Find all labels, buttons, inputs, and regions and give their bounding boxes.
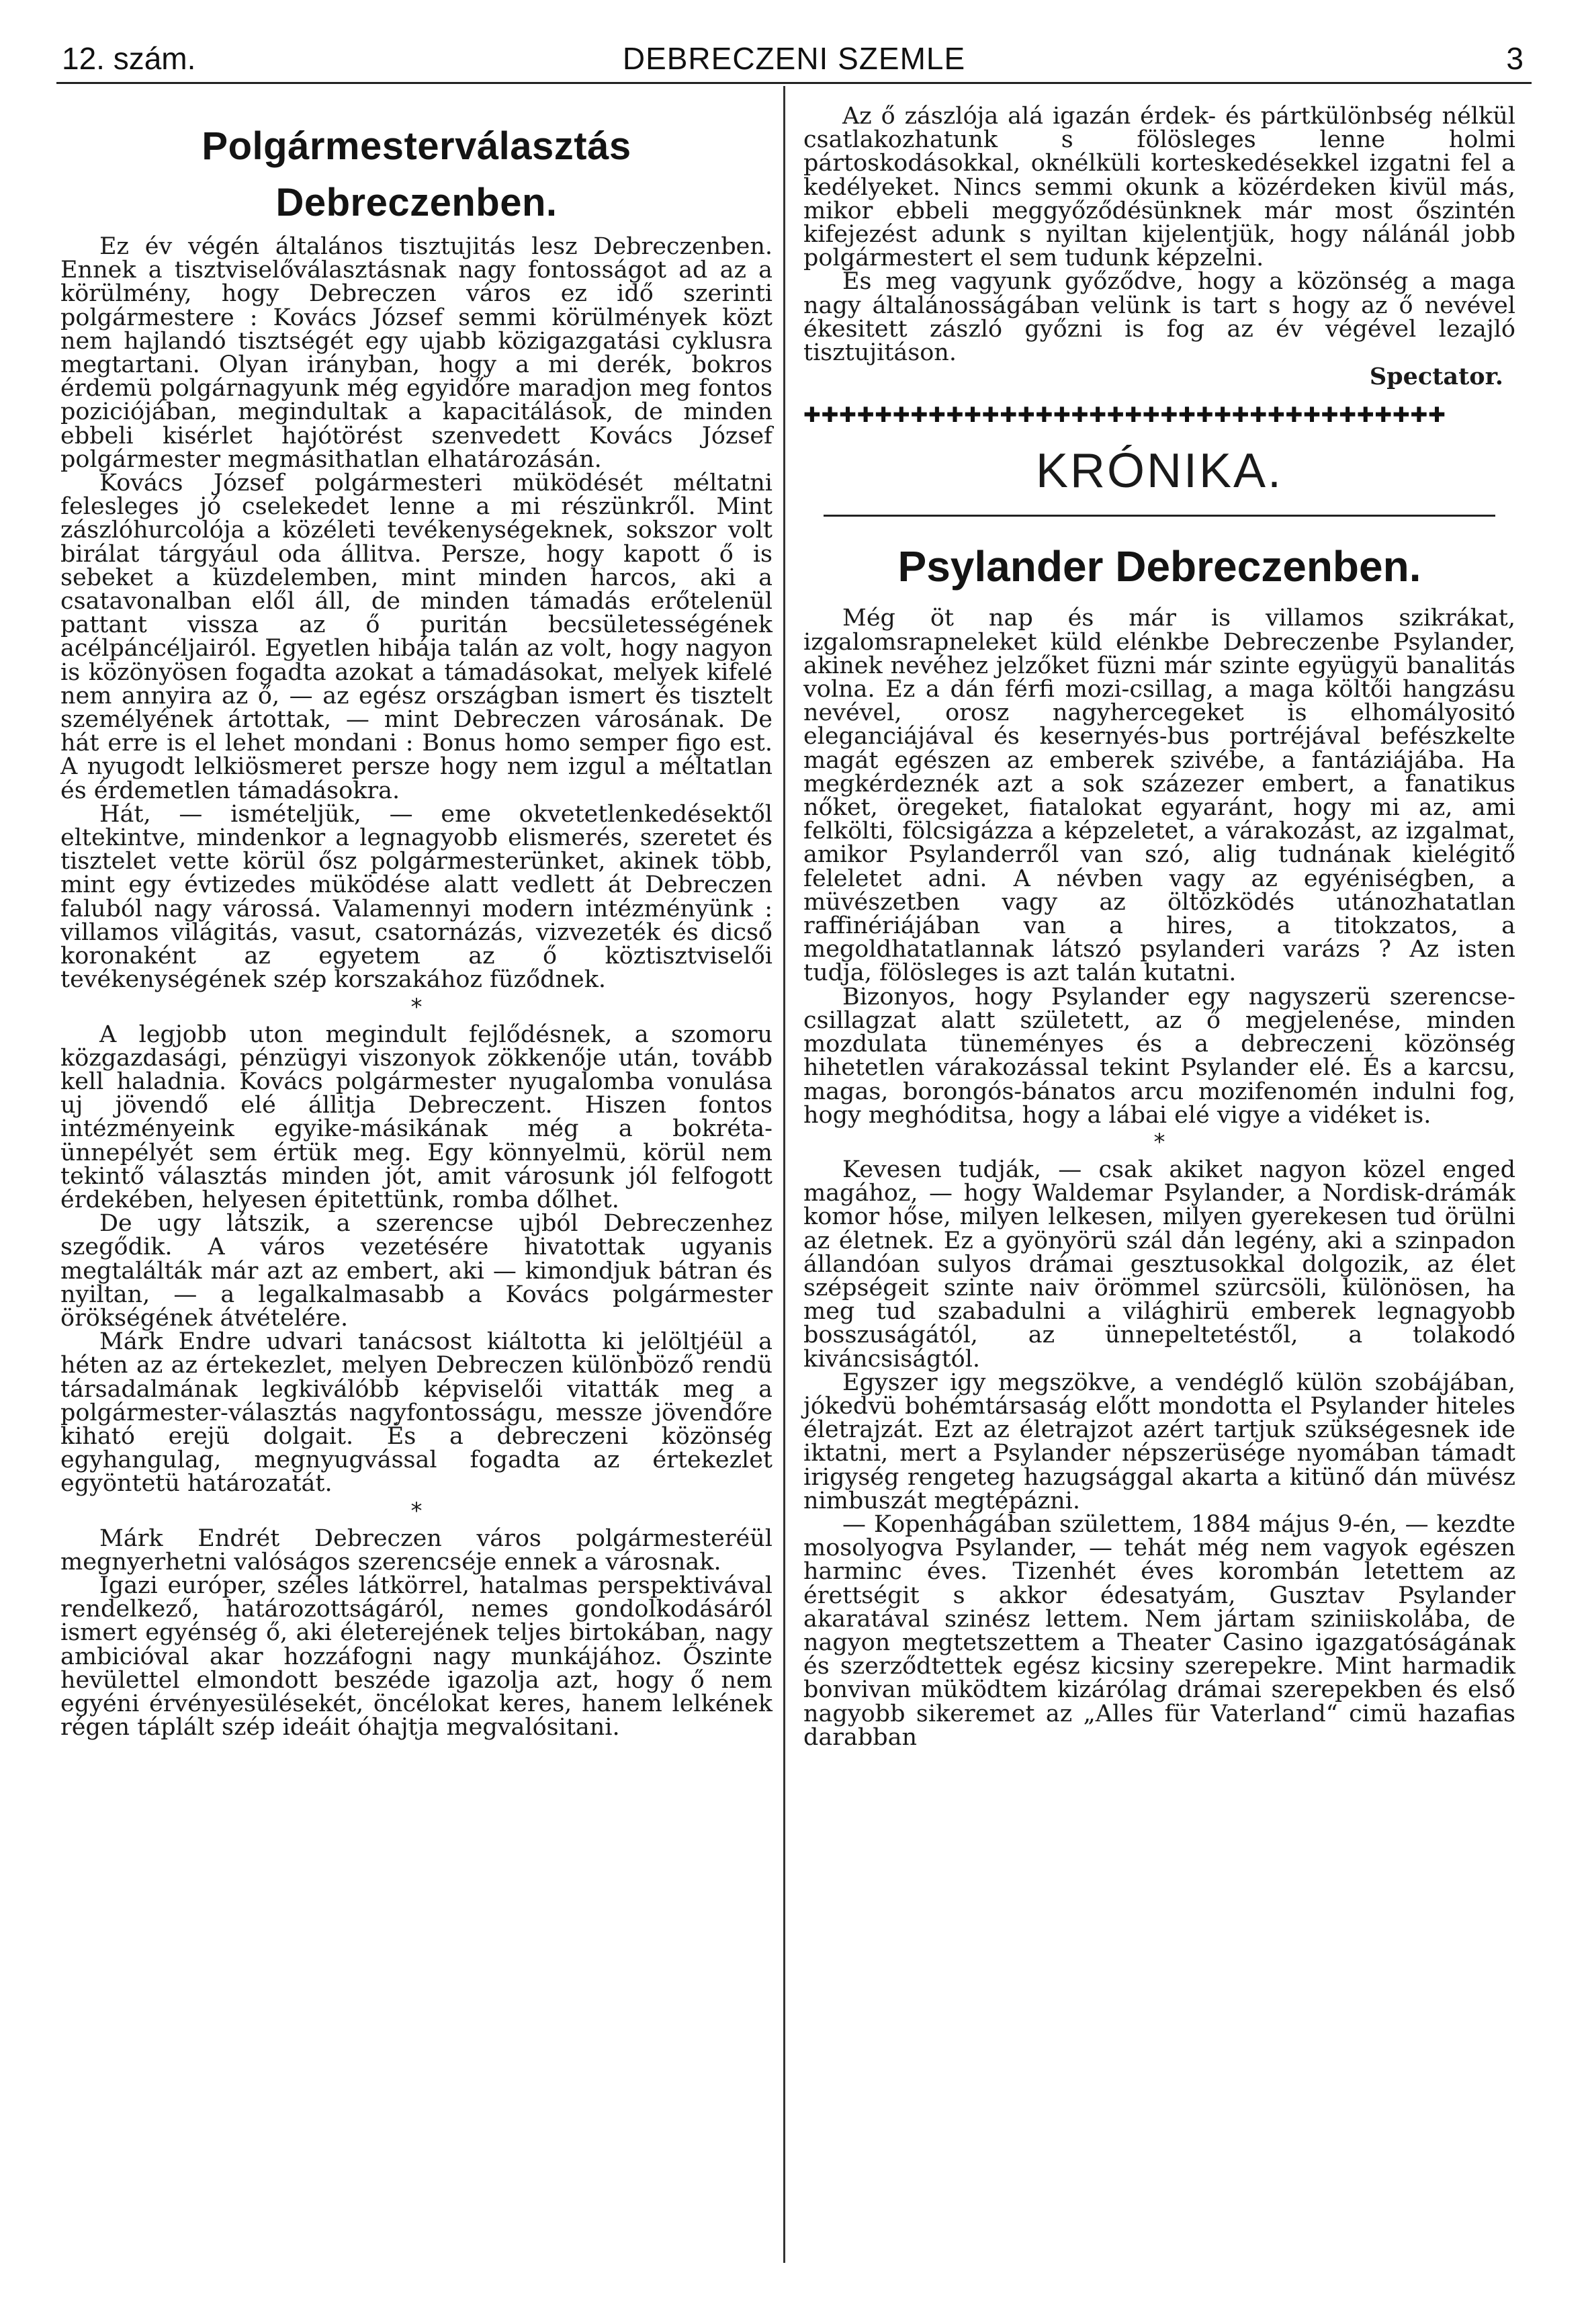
- right-column: [803, 93, 1515, 1750]
- left-paragraph: A legjobb uton megindult fejlődésnek, a szomoru közgazdasági, pénzügyi viszonyok zökkenője után, tovább kell haladnia. Kovács polgármester nyugalomba vonulása uj jövendő elé állitja Debreczent. Hiszen fontos intézményeink egyike-másikának még a bokréta-ünnepélyét sem értük meg. Egy könnyelmü, körül nem tekintő választás minden jót, amit városunk jól felfogott érdekében, helyesen épitettünk, romba dőlhet.: [60, 1021, 773, 1213]
- left-column: [60, 93, 773, 1739]
- section-separator-star: *: [410, 993, 423, 1021]
- left-paragraph: Kovács József polgármesteri müködését méltatni felesleges jó cselekedet lenne a mi részünkről. Mint zászlóhurcolója a közéleti tevékenységeknek, sokszor volt birálat tárgyául oda állitva. Persze, hogy kapott ő is sebeket a küzdelemben, mint minden harcos, aki a csatavonalban elől áll, de minden támadás erőtelenül pattant vissza az ő puritán becsületességének acélpáncéljairól. Egyetlen hibája talán az volt, hogy nagyon is közönyösen fogadta azokat a támadásokat, melyek kifelé nem annyira az ő, — az egész országban ismert és tisztelt személyének ártottak, — mint Debreczen városának. De hát erre is el lehet mondani : Bonus homo semper figo est. A nyugodt lelkiösmeret persze hogy nem izgul a méltatlan és érdemetlen támadásokra.: [60, 470, 773, 804]
- right-paragraph: És meg vagyunk győződve, hogy a közönség a maga nagy általánosságában velünk is tart s hogy az ő nevével ékesitett zászló győzni is fog az év végével lezajló tisztujitáson.: [803, 268, 1515, 367]
- right-paragraph: Egyszer igy megszökve, a vendéglő külön szobájában, jókedvü bohémtársaság előtt mondotta el Psylander hiteles életrajzát. Ezt az életrajzot azért tartjuk szükségesnek ide iktatni, mert a Psylander népszerüsége nyomában támadt irigység rengeteg hazugsággal akarta a kitünő dán müvész nimbuszát megtépázni.: [803, 1369, 1515, 1514]
- author-signature: Spectator.: [1369, 363, 1503, 391]
- article-title-psylander: Psylander Debreczenben.: [897, 542, 1421, 591]
- left-paragraph: Igazi európer, széles látkörrel, hatalmas perspektivával rendelkező, határozottságáról, nemes gondolkodásáról ismert egyénség ő, aki életerejének teljes birtokában, nagy ambicióval akar hozzáfogni nagy munkájához. Őszinte hevülettel elmondott beszéde igazolja azt, hogy ő nem egyéni érvényesülésekét, öncélokat keres, hanem lelkének régen táplált szép ideáit óhajtja megvalósitani.: [60, 1572, 773, 1741]
- chronicle-header: [803, 402, 1515, 517]
- left-paragraph: De ugy látszik, a szerencse ujból Debreczenhez szegődik. A város vezetésére hivatottak ugyanis megtalálták már azt az embert, aki — kimondjuk bátran és nyiltan, — a legalkalmasabb a Kovács polgármester örökségének átvételére.: [60, 1210, 773, 1332]
- column-divider: [783, 86, 785, 2263]
- left-paragraph: Hát, — ismételjük, — eme okvetetlenkedésektől eltekintve, mindenkor a legnagyobb elismerés, szeretet és tisztelet vette körül ősz polgármesterünket, akinek több, mint egy évtizedes müködése alatt vedlett át Debreczen faluból nagy várossá. Valamennyi modern intézményünk : villamos világitás, vasut, csatornázás, vizvezeték és dicső koronaként az egyetem az ő köztisztviselői tevékenységének szép korszakához füződnek.: [60, 800, 773, 994]
- journal-title: DEBRECZENI SZEMLE: [622, 41, 966, 76]
- article-title-mayor: Polgármesterválasztás Debreczenben.: [202, 124, 631, 224]
- right-paragraph: Bizonyos, hogy Psylander egy nagyszerü szerencse-csillagzat alatt született, az ő megjelenése, minden mozdulata tüneményes és a debreczeni közönség hihetetlen várakozással tekint Psylander elé. És a karcsu, magas, borongós-bánatos arcu mozifenomén indulni fog, hogy meghóditsa, hogy a lábai elé vigye a vidéket is.: [803, 983, 1515, 1129]
- section-separator-star: *: [410, 1497, 423, 1524]
- section-title-chronicle: KRÓNIKA.: [1035, 444, 1284, 499]
- right-paragraph: Kevesen tudják, — csak akiket nagyon közel enged magához, — hogy Waldemar Psylander, a Nordisk-drámák komor hőse, milyen lelkesen, milyen gyerekesen tud örülni az életnek. Ez a gyönyörü szál dán legény, aki a szinpadon állandóan sulyos drámai gesztusokkal dolgozik, az élet szépségeit szinte naiv örömmel szürcsöli, különösen, ha meg tud szabadulni a világhirü emberek legnagyobb bosszuságától, az ünnepeltetéstől, a tolakodó kiváncsiságtól.: [803, 1156, 1515, 1373]
- right-paragraph: — Kopenhágában születtem, 1884 május 9-én, — kezdte mosolyogva Psylander, — tehát még nem vagyok egészen harminc éves. Tizenhét éves korombán letettem az érettségit s akkor édesatyám, Gusztav Psylander akaratával szinész lettem. Nem jártam sziniiskolába, de nagyon megtetszettem a Theater Casino igazgatóságának és szerződtettek egész kicsiny szerepekre. Mint harmadik bonvivan müködtem kizárólag drámai szerepekben és első nagyobb sikeremet az „Alles für Vaterland“ cimü hazafias darabban: [803, 1510, 1515, 1751]
- header-rule: [56, 82, 1532, 84]
- issue-number: 12. szám.: [62, 41, 196, 76]
- section-separator-star: *: [1153, 1128, 1165, 1156]
- left-paragraph: Ez év végén általános tisztujitás lesz Debreczenben. Ennek a tisztviselőválasztásnak nagy fontosságot ad az a körülmény, hogy Debreczen város ez idő szerinti polgármestere : Kovács József semmi körülmények közt nem hajlandó tisztségét egy ujabb közigazgatási cyklusra megtartani. Olyan irányban, hogy a mi derék, bokros érdemü polgárnagyunk még egyidőre maradjon meg fontos poziciójában, megindultak a kapacitálások, de minden ebbeli kisérlet hajótörést szenvedett Kovács József polgármester megmásithatlan elhatározásán.: [60, 233, 773, 473]
- left-paragraph: Márk Endre udvari tanácsost kiáltotta ki jelöltjéül a héten az az értekezlet, melyen Debreczen különböző rendü társadalmának legkiválóbb képviselői vitatták meg a polgármester-választás nagyfontosságu, messze jövendőre kiható erejü dolgait. És a debreczeni közönség egyhangulag, megnyugvással fogadta az értekezlet egyöntetü határozatát.: [60, 1328, 773, 1498]
- section-rule: [824, 515, 1495, 517]
- right-paragraph: Az ő zászlója alá igazán érdek- és pártkülönbség nélkül csatlakozhatunk s fölösleges lenne holmi pártoskodásokkal, oknélküli korteskedésekkel izgatni fel a kedélyeket. Nincs semmi okunk a közérdeken kivül más, mikor ebbeli meggyőződésünknek már most őszintén kifejezést adunk s nyiltan kijelentjük, hogy nálánál jobb polgármestert el sem tudunk képzelni.: [803, 103, 1515, 272]
- page-number: 3: [1506, 41, 1524, 76]
- right-paragraph: Még öt nap és már is villamos szikrákat, izgalomsrapneleket küld elénkbe Debreczenbe Psylander, akinek nevéhez jelzőket füzni már szinte együgyü banalitás volna. Ez a dán férfi mozi-csillag, a maga költői hangzásu nevével, orosz nagyhercegeket is elhomályositó eleganciájával és kesernyés-bus portréjával befészkelte magát egészen az emberek szivébe, a fantáziájába. Ha megkérdeznék azt a sok százezer embert, a fanatikus nőket, öregeket, fiatalokat egyaránt, hogy mi az, ami felkölti, fölcsigázza a képzeletet, a várakozást, az izgalmat, amikor Psylanderről van szó, alig tudnának kielégitő feleletet adni. A névben vagy az egyéniségben, a müvészetben vagy az öltözködés utánozhatatlan raffinériájában van a hires, a titokzatos, a megoldhatatlannak látszó psylanderi varázs ? Az isten tudja, fölösleges is azt talán kutatni.: [803, 605, 1515, 987]
- ornamental-cross-rule: ✚✚✚✚✚✚✚✚✚✚✚✚✚✚✚✚✚✚✚✚✚✚✚✚✚✚✚✚✚✚✚✚✚✚✚✚: [803, 403, 1446, 428]
- left-paragraph: Márk Endrét Debreczen város polgármesteréül megnyerhetni valóságos szerencséje ennek a városnak.: [60, 1524, 773, 1576]
